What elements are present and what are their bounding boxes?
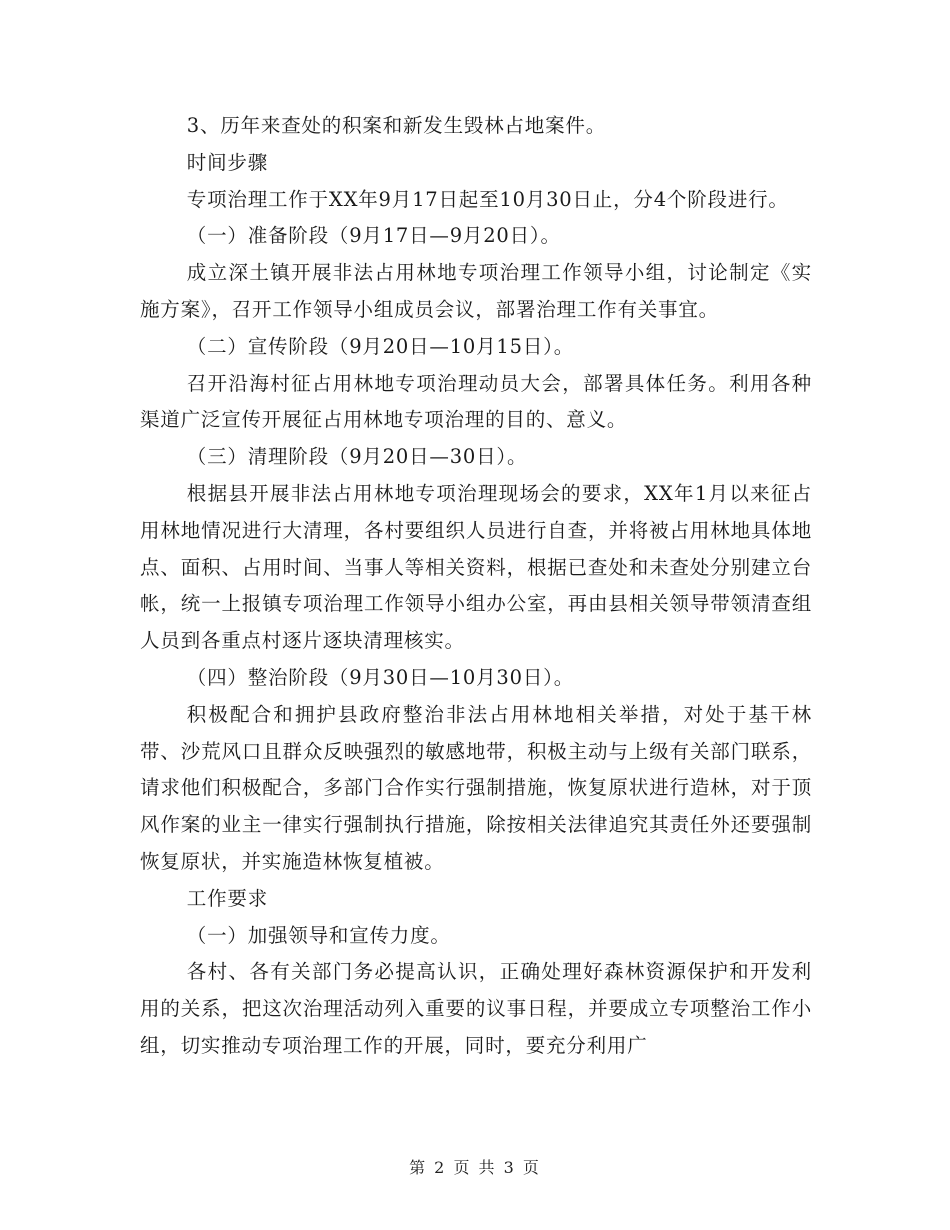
paragraph-leadership: 各村、各有关部门务必提高认识，正确处理好森林资源保护和开发利用的关系，把这次治理活动列入重要的议事日程，并要成立专项整治工作小组，切实推动专项治理工作的开展，同时，要充分利用广: [140, 960, 812, 1057]
requirement-heading-leadership: （一）加强领导和宣传力度。: [186, 923, 451, 947]
stage-heading-preparation: （一）准备阶段（9月17日—9月20日）。: [186, 224, 561, 248]
document-body: [140, 108, 812, 1065]
section-heading-schedule: 时间步骤: [186, 150, 268, 174]
page-number: 第 2 页 共 3 页: [409, 1158, 541, 1177]
paragraph-preparation: 成立深土镇开展非法占用林地专项治理工作领导小组，讨论制定《实施方案》，召开工作领导小组成员会议，部署治理工作有关事宜。: [140, 261, 812, 321]
paragraph-schedule-overview: 专项治理工作于XX年9月17日起至10月30日止，分4个阶段进行。: [186, 187, 789, 211]
stage-heading-cleanup: （三）清理阶段（9月20日—30日）。: [186, 445, 528, 469]
paragraph-cleanup: 根据县开展非法占用林地专项治理现场会的要求，XX年1月以来征占用林地情况进行大清理，各村要组织人员进行自查，并将被占用林地具体地点、面积、占用时间、当事人等相关资料，根据已查处和未查处分别建立台帐，统一上报镇专项治理工作领导小组办公室，再由县相关领导带领清查组人员到各重点村逐片逐块清理核实。: [140, 481, 812, 653]
stage-heading-publicity: （二）宣传阶段（9月20日—10月15日）。: [186, 334, 574, 358]
paragraph-rectification: 积极配合和拥护县政府整治非法占用林地相关举措，对处于基干林带、沙荒风口且群众反映强烈的敏感地带，积极主动与上级有关部门联系，请求他们积极配合，多部门合作实行强制措施，恢复原状进行造林，对于顶风作案的业主一律实行强制执行措施，除按相关法律追究其责任外还要强制恢复原状，并实施造林恢复植被。: [140, 702, 812, 873]
list-item-historical-cases: 3、历年来查处的积案和新发生毁林占地案件。: [186, 114, 607, 137]
section-heading-requirements: 工作要求: [186, 886, 268, 910]
stage-heading-rectification: （四）整治阶段（9月30日—10月30日）。: [186, 665, 574, 689]
paragraph-publicity: 召开沿海村征占用林地专项治理动员大会，部署具体任务。利用各种渠道广泛宣传开展征占用林地专项治理的目的、意义。: [140, 371, 812, 432]
